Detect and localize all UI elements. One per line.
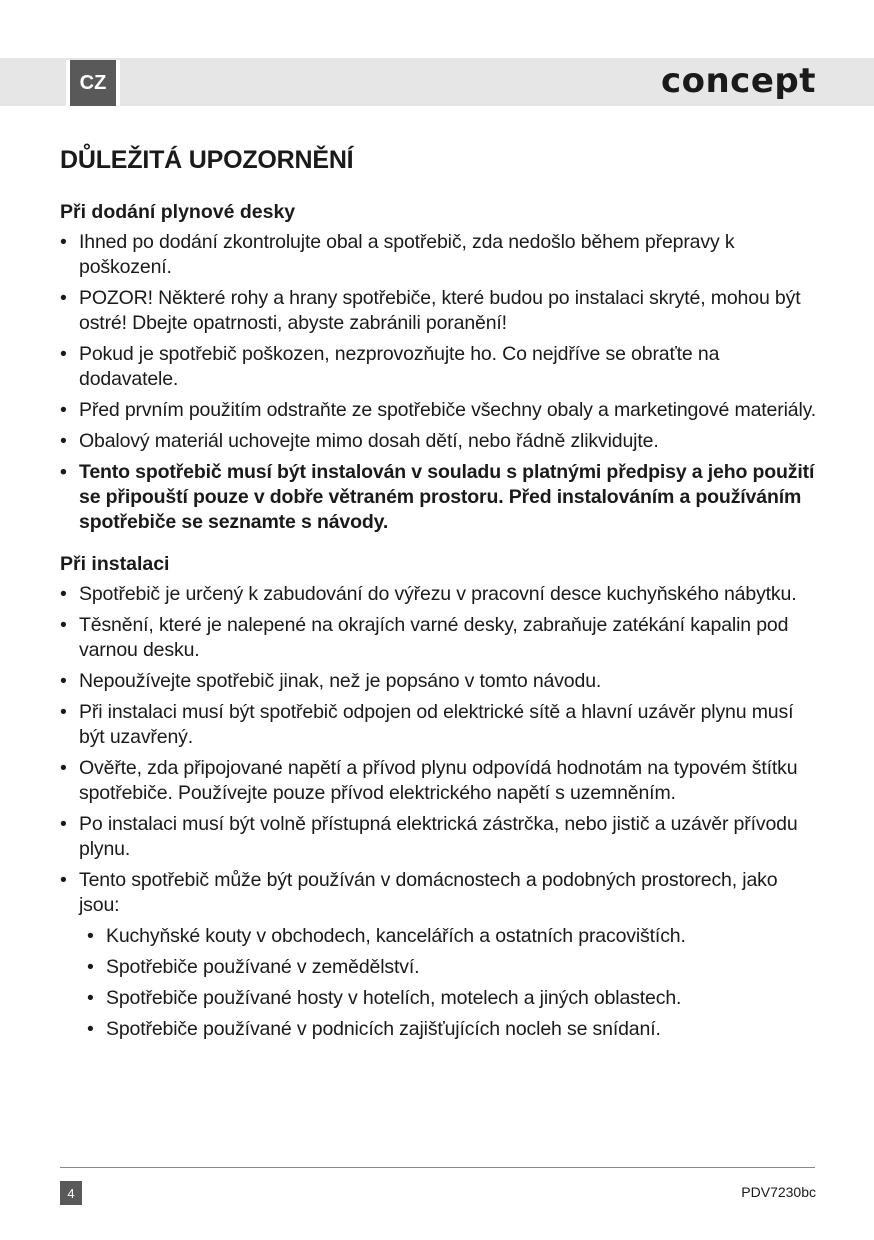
page-content (60, 146, 820, 1048)
list-item-text: Tento spotřebič může být používán v domácnostech a podobných prostorech, jako jsou: (79, 869, 778, 916)
delivery-list (60, 230, 820, 535)
list-item: • Spotřebič je určený k zabudování do výřezu v pracovní desce kuchyňského nábytku. (60, 582, 820, 607)
page-title: DŮLEŽITÁ UPOZORNĚNÍ (60, 146, 354, 174)
page-number: 4 (60, 1181, 82, 1205)
language-badge: CZ (66, 60, 120, 106)
list-item: • Obalový materiál uchovejte mimo dosah dětí, nebo řádně zlikvidujte. (60, 429, 820, 454)
list-item: • Těsnění, které je nalepené na okrajích varné desky, zabraňuje zatékání kapalin pod varnou desku. (60, 613, 820, 663)
sub-list (79, 924, 820, 1042)
list-item: • Ihned po dodání zkontrolujte obal a spotřebič, zda nedošlo během přepravy k poškození. (60, 230, 820, 280)
section-heading-delivery: Při dodání plynové desky (60, 201, 296, 223)
list-item: • Pokud je spotřebič poškozen, nezprovozňujte ho. Co nejdříve se obraťte na dodavatele. (60, 342, 820, 392)
sub-list-item: • Spotřebiče používané hosty v hotelích, motelech a jiných oblastech. (87, 986, 820, 1011)
list-item-with-sublist (60, 868, 820, 1042)
model-code: PDV7230bc (741, 1184, 816, 1200)
footer-divider (60, 1167, 815, 1168)
list-item: • Před prvním použitím odstraňte ze spotřebiče všechny obaly a marketingové materiály. (60, 398, 820, 423)
list-item: • Ověřte, zda připojované napětí a přívod plynu odpovídá hodnotám na typovém štítku spotřebiče. Používejte pouze přívod elektrického napětí s uzemněním. (60, 756, 820, 806)
section-heading-installation: Při instalaci (60, 553, 170, 575)
list-item: • Po instalaci musí být volně přístupná elektrická zástrčka, nebo jistič a uzávěr přívodu plynu. (60, 812, 820, 862)
brand-logo: concept (660, 61, 816, 101)
sub-list-item: • Spotřebiče používané v zemědělství. (87, 955, 820, 980)
sub-list-item: • Kuchyňské kouty v obchodech, kancelářích a ostatních pracovištích. (87, 924, 820, 949)
list-item: • Nepoužívejte spotřebič jinak, než je popsáno v tomto návodu. (60, 669, 820, 694)
list-item: • POZOR! Některé rohy a hrany spotřebiče, které budou po instalaci skryté, mohou být ostré! Dbejte opatrnosti, abyste zabránili poranění! (60, 286, 820, 336)
section-gap (60, 541, 820, 553)
list-item: • Při instalaci musí být spotřebič odpojen od elektrické sítě a hlavní uzávěr plynu musí být uzavřený. (60, 700, 820, 750)
sub-list-item: • Spotřebiče používané v podnicích zajišťujících nocleh se snídaní. (87, 1017, 820, 1042)
list-item-warning: • Tento spotřebič musí být instalován v souladu s platnými předpisy a jeho použití se připouští pouze v dobře větraném prostoru. Před instalováním a používáním spotřebiče se seznamte s návody. (60, 460, 820, 535)
installation-list (60, 582, 820, 1042)
